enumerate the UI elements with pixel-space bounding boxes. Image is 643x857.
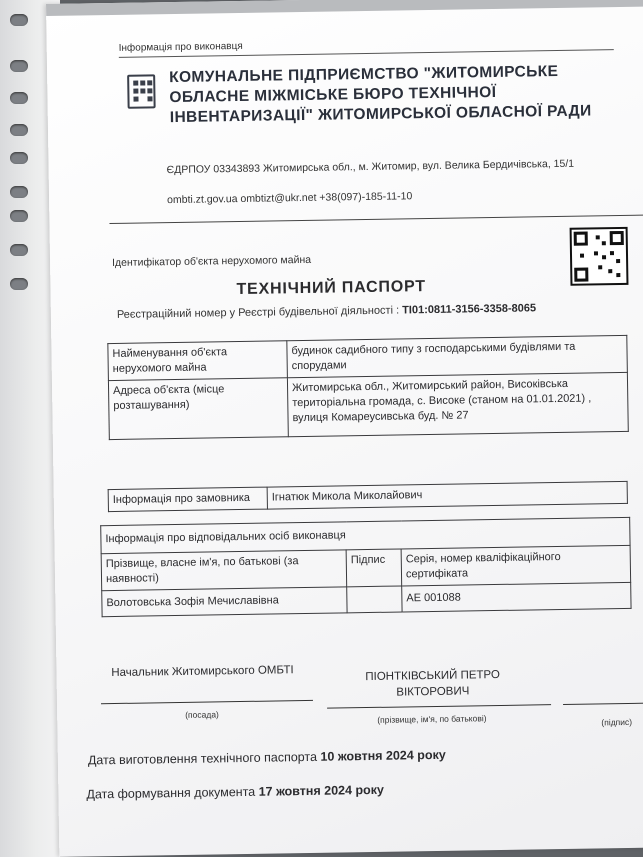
table-row [108,372,628,439]
signature-line [563,703,643,705]
person-name: ПІОНТКІВСЬКИЙ ПЕТРО ВІКТОРОВИЧ [365,668,500,699]
registration-value: ТІ01:0811-3156-3358-8065 [402,302,537,317]
binder-hole [10,186,28,198]
production-date-value: 10 жовтня 2024 року [320,747,446,764]
executor-caption: Інформація про виконавця [118,40,243,54]
object-address-value: Житомирська обл., Житомирський район, Високівська територіальна громада, с. Високе (станом на 01.01.2021) , вулиця Комареусивська буд. № 27 [287,372,628,436]
registration-label: Реєстраційний номер у Реєстрі будівельної діяльності : [116,304,400,321]
formation-date-value: 17 жовтня 2024 року [258,782,385,799]
customer-value: Ігнатюк Микола Миколайович [267,481,627,509]
column-header-certificate: Серія, номер кваліфікаційного сертифіката [401,545,631,586]
binder-hole [10,14,28,26]
person-caption: (прізвище, ім'я, по батькові) [377,713,487,725]
signature-line [327,704,551,709]
building-icon [127,74,156,108]
qr-code-icon [570,227,629,286]
document-page [46,0,643,857]
object-address-label: Адреса об'єкта (місце розташування) [108,378,288,440]
document-title: ТЕХНІЧНИЙ ПАСПОРТ [236,278,426,299]
table-row [108,481,627,511]
column-header-signature: Підпис [346,549,402,587]
position-text: Начальник Житомирського ОМБТІ [111,664,294,680]
signature-line [101,700,313,704]
customer-table [108,481,628,512]
production-date-label: Дата виготовлення технічного паспорта [87,749,318,768]
binder-hole [10,210,28,222]
organization-address: ЄДРПОУ 03343893 Житомирська обл., м. Житомир, вул. Велика Бердичівська, 15/1 [166,157,575,177]
binder-hole [10,152,28,164]
responsible-header: Інформація про відповідальних осіб виконавця [101,517,630,553]
binder-hole [10,244,28,256]
formation-date-label: Дата формування документа [86,784,256,802]
binder-hole [10,92,28,104]
binder-hole [10,278,28,290]
column-header-name: Прізвище, власне ім'я, по батькові (за наявності) [101,550,347,591]
responsible-certificate: АЕ 001088 [402,582,631,612]
responsible-signature [347,586,402,613]
responsible-persons-table [100,517,631,617]
binder-hole [10,124,28,136]
binder-hole [10,60,28,72]
organization-name: КОМУНАЛЬНЕ ПІДПРИЄМСТВО "ЖИТОМИРСЬКЕ ОБЛАСНЕ МІЖМІСЬКЕ БЮРО ТЕХНІЧНОЇ ІНВЕНТАРИЗАЦІЇ" ЖИТОМИРСЬКОЇ ОБЛАСНОЇ РАДИ [169,62,592,127]
object-name-value: будинок садибного типу з господарськими будівлями та спорудами [287,335,628,377]
organization-contacts: ombti.zt.gov.ua ombtizt@ukr.net +38(097)-185-11-10 [167,190,413,207]
formation-date [86,783,384,802]
production-date [88,748,446,768]
object-identifier-label: Ідентифікатор об'єкта нерухомого майна [111,253,312,269]
object-name-label: Найменування об'єкта нерухомого майна [108,341,288,381]
position-caption: (посада) [185,709,219,720]
customer-label: Інформація про замовника [108,487,267,511]
divider [109,215,643,224]
registration-number [117,300,587,324]
responsible-name: Волотовська Зофія Мечиславівна [102,587,347,617]
page-top-shadow [46,0,643,16]
signature-caption: (підпис) [601,716,633,728]
object-table [107,335,628,440]
